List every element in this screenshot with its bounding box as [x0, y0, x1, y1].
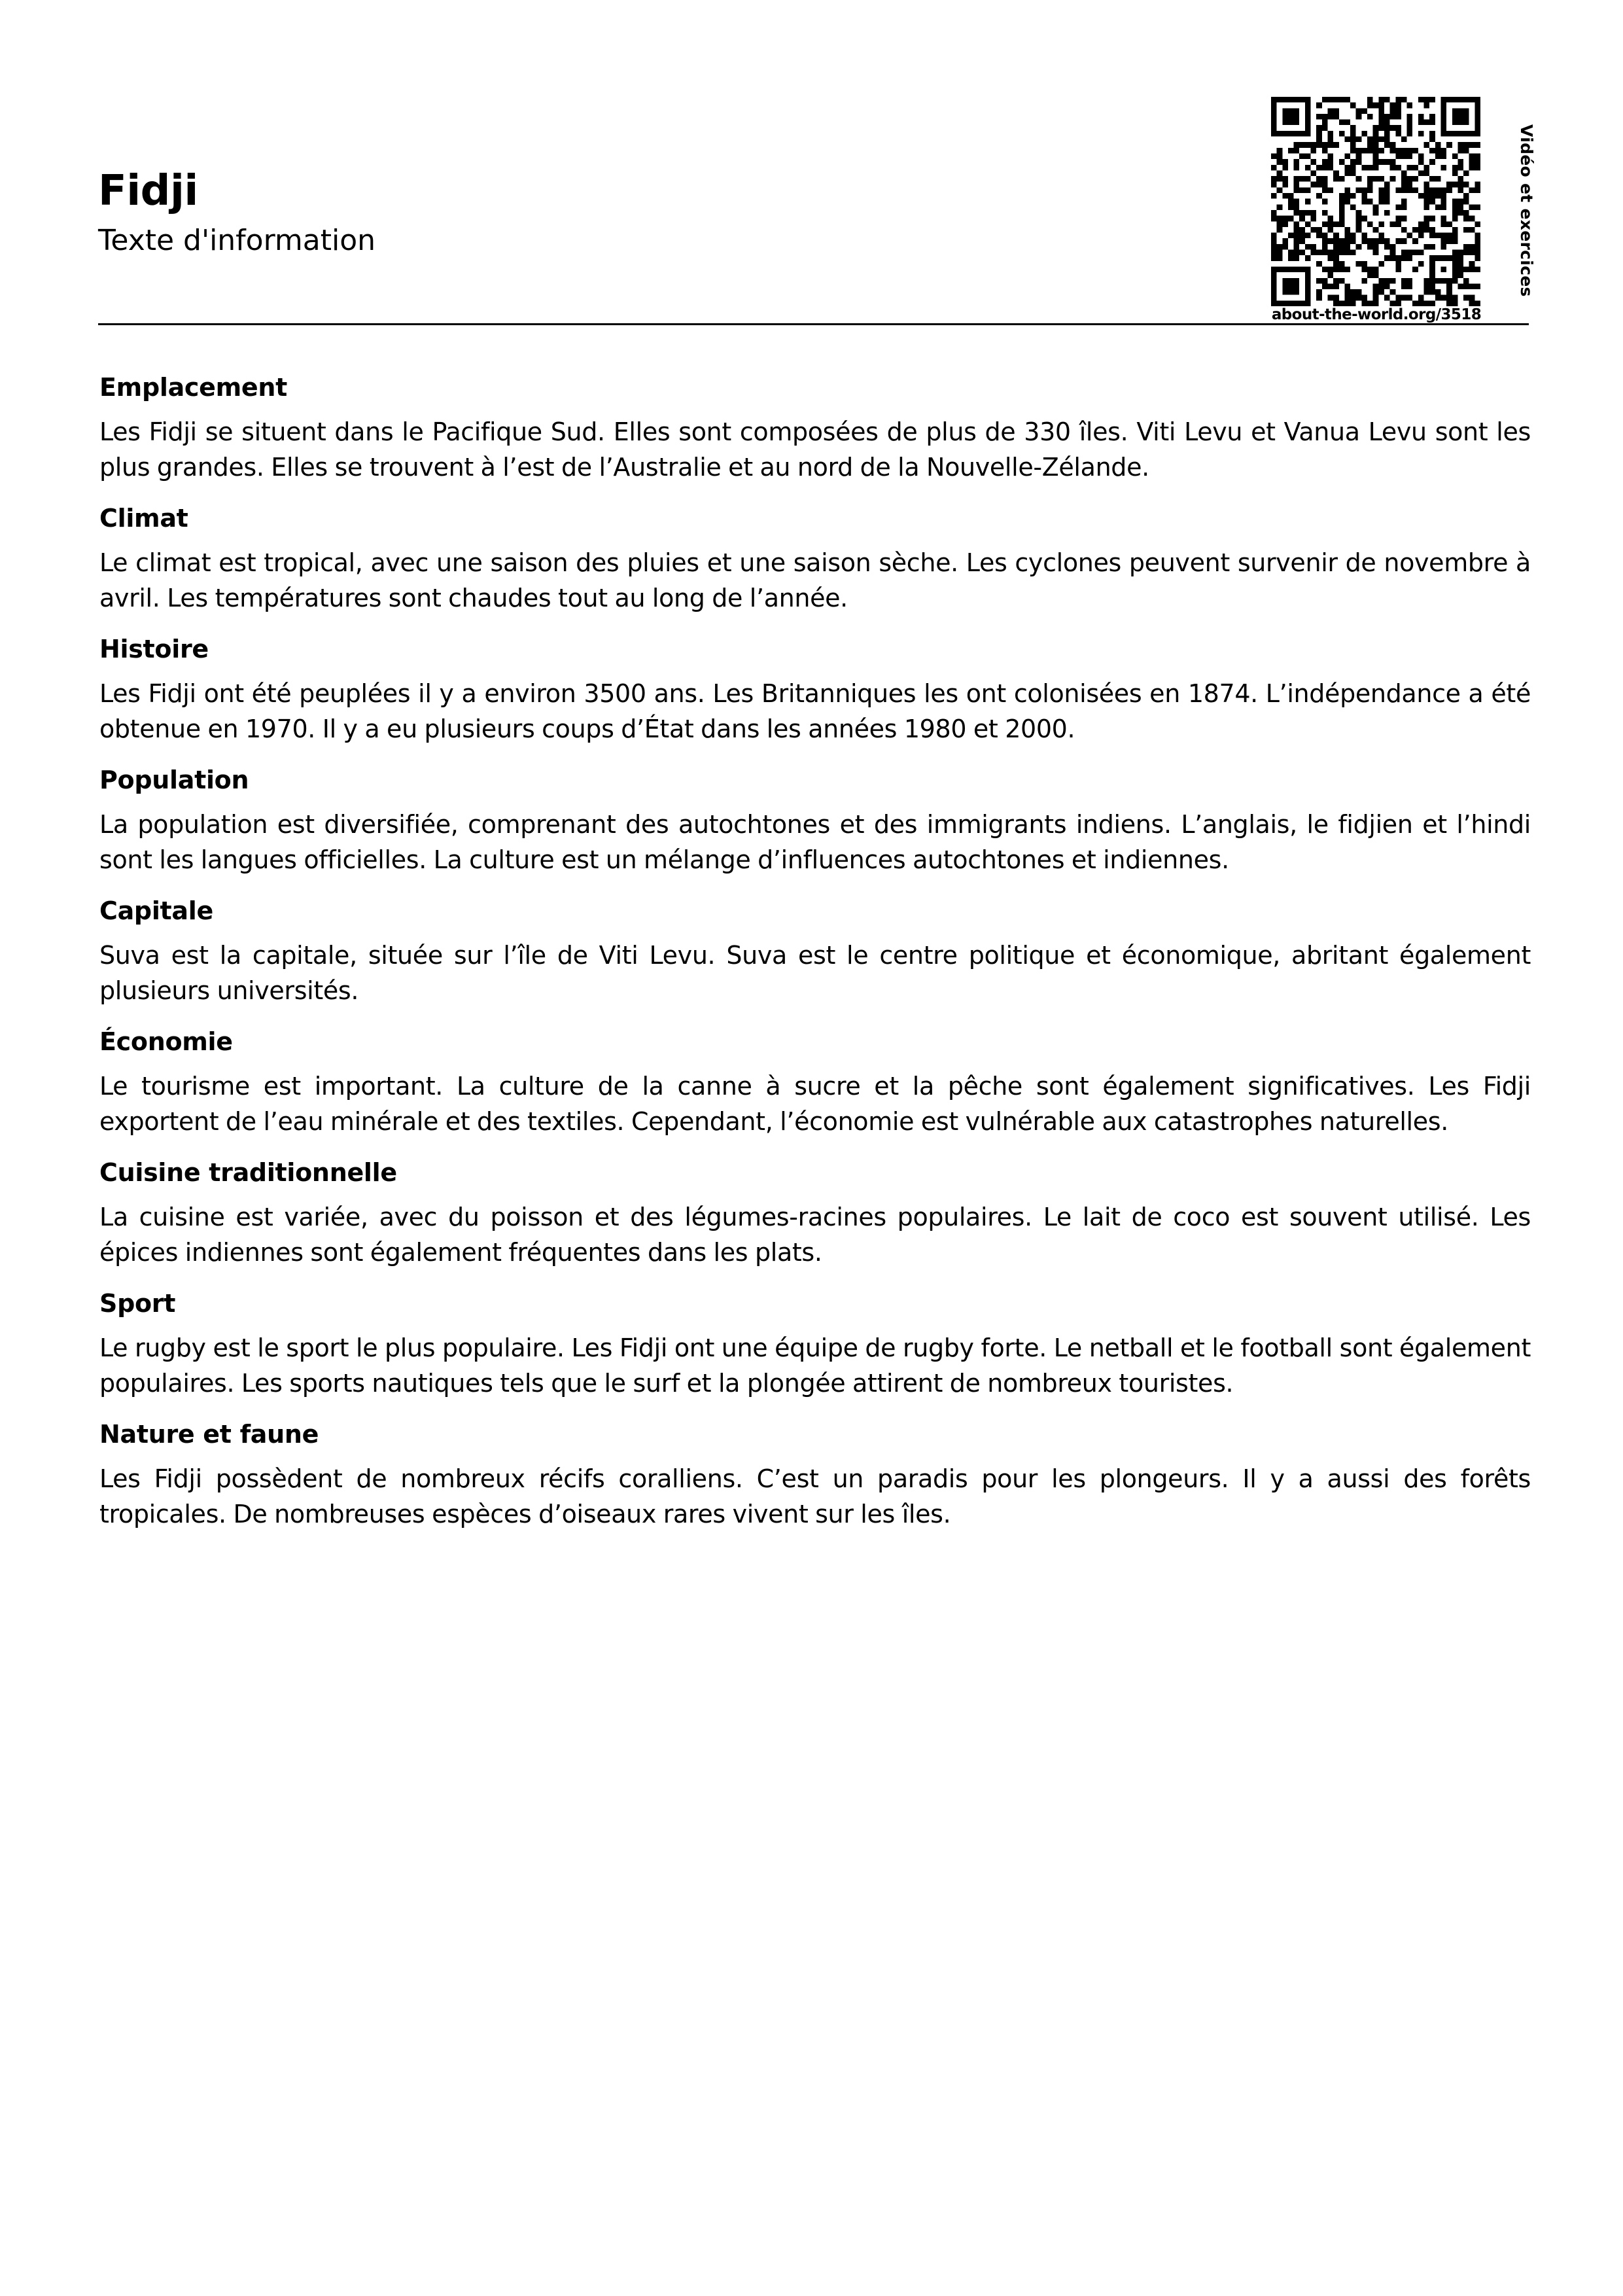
section-text: La cuisine est variée, avec du poisson et des légumes-racines populaires. Le lait de coco est souvent utilisé. Les épices indiennes sont également fréquentes dans les plats. — [99, 1203, 1531, 1267]
section-text: Suva est la capitale, située sur l’île de Viti Levu. Suva est le centre politique et économique, abritant également plusieurs universités. — [99, 941, 1531, 1005]
section-text: Le climat est tropical, avec une saison des pluies et une saison sèche. Les cyclones peuvent survenir de novembre à avril. Les températures sont chaudes tout au long de l’année. — [99, 548, 1531, 612]
section-text: Les Fidji possèdent de nombreux récifs coralliens. C’est un paradis pour les plongeurs. Il y a aussi des forêts tropicales. De nombreuses espèces d’oiseaux rares vivent sur les îles. — [99, 1464, 1531, 1528]
section-heading: Capitale — [99, 896, 213, 925]
section-text: Les Fidji se situent dans le Pacifique Sud. Elles sont composées de plus de 330 îles. Viti Levu et Vanua Levu sont les plus grandes. Elles se trouvent à l’est de l’Australie et au nord de la Nouvelle-Zélande. — [99, 417, 1531, 482]
section-heading: Histoire — [99, 635, 209, 663]
section-nature-et-faune — [99, 1417, 1531, 1532]
video-exercises-label: Vidéo et exercices — [1517, 124, 1536, 297]
section-heading: Population — [99, 766, 249, 794]
section-capitale — [99, 893, 1531, 1008]
header-divider — [98, 323, 1529, 325]
section-economie — [99, 1024, 1531, 1139]
section-heading: Économie — [99, 1027, 233, 1056]
page-title: Fidji — [98, 167, 198, 215]
section-climat — [99, 501, 1531, 616]
section-emplacement — [99, 370, 1531, 485]
section-heading: Emplacement — [99, 373, 288, 402]
page-subtitle: Texte d'information — [98, 224, 376, 257]
section-heading: Nature et faune — [99, 1420, 319, 1449]
section-population — [99, 762, 1531, 877]
section-heading: Sport — [99, 1289, 176, 1318]
section-histoire — [99, 631, 1531, 747]
section-text: Le tourisme est important. La culture de la canne à sucre et la pêche sont également significatives. Les Fidji exportent de l’eau minérale et des textiles. Cependant, l’économie est vulnérable aux catastrophes naturelles. — [99, 1072, 1531, 1136]
qr-code-block[interactable] — [1271, 97, 1480, 326]
section-sport — [99, 1286, 1531, 1401]
section-text: Les Fidji ont été peuplées il y a environ 3500 ans. Les Britanniques les ont colonisées en 1874. L’indépendance a été obtenue en 1970. Il y a eu plusieurs coups d’État dans les années 1980 et 2000. — [99, 679, 1531, 743]
document-body — [99, 370, 1531, 1532]
section-cuisine-traditionnelle — [99, 1155, 1531, 1270]
qr-side-label — [1516, 124, 1543, 321]
section-text: La population est diversifiée, comprenant des autochtones et des immigrants indiens. L’anglais, le fidjien et l’hindi sont les langues officielles. La culture est un mélange d’influences autochtones et indiennes. — [99, 810, 1531, 874]
qr-url-label[interactable]: about-the-world.org/3518 — [1271, 306, 1482, 323]
qr-code-icon[interactable] — [1271, 97, 1480, 306]
section-heading: Cuisine traditionnelle — [99, 1158, 397, 1187]
section-heading: Climat — [99, 504, 188, 533]
section-text: Le rugby est le sport le plus populaire. Les Fidji ont une équipe de rugby forte. Le netball et le football sont également populaires. Les sports nautiques tels que le surf et la plongée attirent de nombreux touristes. — [99, 1333, 1531, 1398]
